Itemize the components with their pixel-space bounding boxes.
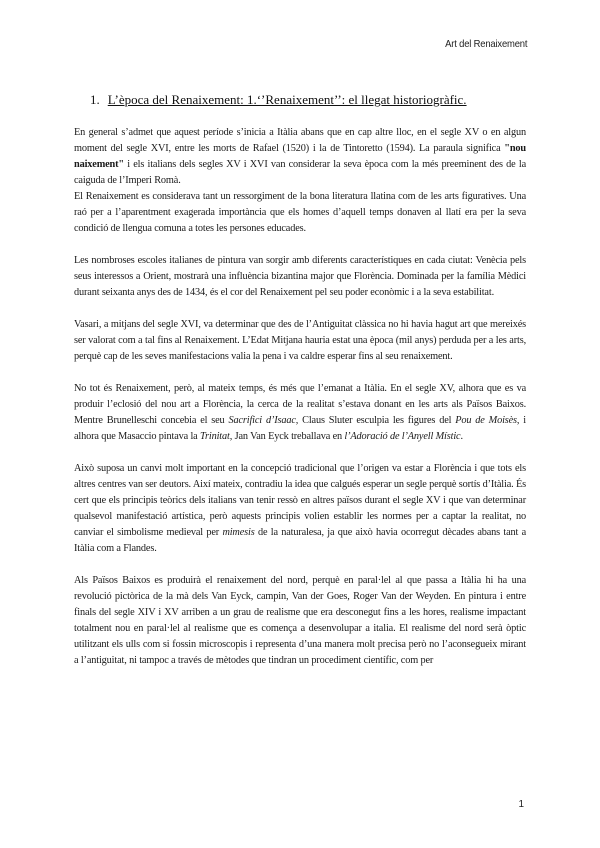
artwork-title: Pou de Moisès bbox=[455, 415, 517, 426]
text-run: , i alhora que Masaccio pintava la bbox=[74, 415, 526, 442]
artwork-title: Trinitat, bbox=[200, 431, 233, 442]
text-run: En general s’admet que aquest període s’inicia a Itàlia abans que en cap altre lloc, en el segle XV o en algun moment del segle XVI, entre les morts de Rafael (1520) i la de Tintoretto (1594). La paraula significa bbox=[74, 127, 526, 154]
document-body bbox=[74, 125, 526, 669]
section-number: 1. bbox=[90, 92, 100, 107]
page-number: 1 bbox=[518, 799, 524, 810]
paragraph-5 bbox=[74, 381, 526, 445]
paragraph-7: Als Països Baixos es produirà el renaixement del nord, perquè en paral·lel al que passa a Itàlia hi ha una revolució pictòrica de la mà dels Van Eyck, campin, Van der Goes, Roger Van der Weyden. En pintura i entre finals del segle XIV i XV arriben a un grau de realisme que era desconegut fins a les hores, realisme impactant totalment nou en paral·lel al realisme que es comença a desenvolupar a italia. El realisme del nord serà òptic utilitzant els ulls com si fossin microscopis i representa d’una manera molt precisa però no l’aconsegueix mirant a l’antiguitat, ni tampoc a través de mètodes que tindran un procediment científic, com per bbox=[74, 575, 526, 666]
section-title: L’època del Renaixement: 1.‘’Renaixement’’: el llegat historiogràfic. bbox=[107, 92, 467, 107]
text-run: . bbox=[460, 431, 463, 442]
artwork-title: l’Adoració de l’Anyell Místic bbox=[344, 431, 461, 442]
italic-term: mimesis bbox=[222, 527, 255, 538]
text-run: Claus Sluter esculpia les figures del bbox=[298, 415, 456, 426]
paragraph-2: El Renaixement es considerava tant un ressorgiment de la bona literatura llatina com de les arts figuratives. Una raó per a l’aparentment exagerada importància que els homes d’aquell temps donaven al llatí era per la seva condició de llengua comuna a totes les persones educades. bbox=[74, 191, 526, 234]
artwork-title: Sacrifici d’Isaac, bbox=[228, 415, 299, 426]
bold-term: "nou naixement" bbox=[74, 143, 526, 170]
text-run: No tot és Renaixement, però, al mateix temps, és més que l’emanat a Itàlia. En el segle XV, alhora que es va produir l’eclosió del nou art a Florència, la cerca de la realitat s’estava donant en les arts als Països Baixos. Mentre Brunelleschi concebia el seu bbox=[74, 383, 526, 426]
text-run: Jan Van Eyck treballava en bbox=[232, 431, 345, 442]
paragraph-4: Vasari, a mitjans del segle XVI, va determinar que des de l’Antiguitat clàssica no hi havia hagut art que mereixés ser valorat com a tal fins al Renaixement. L’Edat Mitjana hauria estat una època (mil anys) perduda per a les arts, perquè cap de les seves manifestacions valia la pena i va caldre esperar fins al seu renaixement. bbox=[74, 319, 526, 362]
text-run: de la naturalesa, ja que això havia ocorregut dècades abans tant a Itàlia com a Flandes. bbox=[74, 527, 527, 554]
text-run: i els italians dels segles XV i XVI van considerar la seva època com la més preeminent des de la caiguda de l’Imperi Romà. bbox=[74, 159, 526, 186]
section-heading bbox=[90, 92, 467, 108]
running-header: Art del Renaixement bbox=[444, 38, 527, 50]
paragraph-6 bbox=[74, 461, 526, 557]
paragraph-3: Les nombroses escoles italianes de pintura van sorgir amb diferents característiques en cada ciutat: Venècia pels seus interessos a Orient, mostrarà una influència bizantina major que Florència. Dominada per la família Mèdici durant seixanta anys des de 1434, és el cor del Renaixement pel seu poder econòmic i a la seva estabilitat. bbox=[74, 255, 526, 298]
paragraph-1 bbox=[74, 125, 526, 189]
text-run: Això suposa un canvi molt important en la concepció tradicional que l’origen va estar a Florència i que tots els altres centres van ser deutors. Així mateix, contradiu la idea que calgués esperar un segle perquè sortís d’Itàlia. És cert que els principis teòrics dels italians van tenir ressò en altres països durant el segle XV i que van determinar qualsevol manifestació artística, però aquests principis volien establir les normes per a captar la realitat, no canviar el simbolisme medieval per bbox=[74, 463, 526, 538]
